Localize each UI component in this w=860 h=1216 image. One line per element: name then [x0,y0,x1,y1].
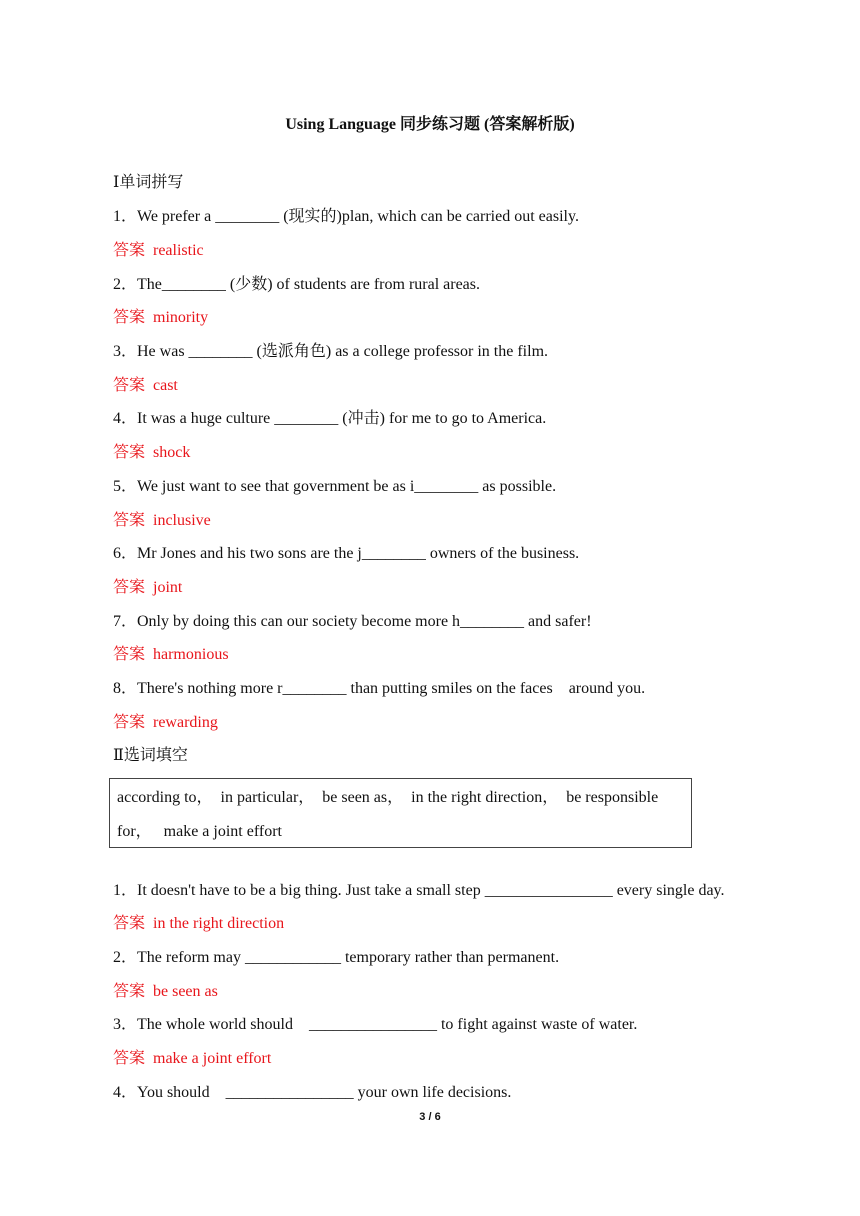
answer-6: 答案 joint [113,579,183,596]
answer-7: 答案 harmonious [113,646,229,663]
question-8: 8．There's nothing more r________ than putting smiles on the faces around you. [113,680,646,697]
fill-question-4: 4．You should ________________ your own life decisions. [113,1084,512,1101]
fill-question-1: 1．It doesn't have to be a big thing. Just take a small step ________________ every single day. [113,882,725,899]
answer-1: 答案 realistic [113,242,204,259]
question-6: 6．Mr Jones and his two sons are the j________ owners of the business. [113,545,580,562]
question-2: 2．The________ (少数) of students are from rural areas. [113,276,481,293]
answer-2: 答案 minority [113,309,209,326]
question-5: 5．We just want to see that government be as i________ as possible. [113,478,557,495]
answer-3: 答案 cast [113,377,178,394]
section-heading-spelling: Ⅰ单词拼写 [113,174,184,191]
fill-question-2: 2．The reform may ____________ temporary rather than permanent. [113,949,560,966]
answer-8: 答案 rewarding [113,714,218,731]
question-4: 4．It was a huge culture ________ (冲击) for me to go to America. [113,410,547,427]
fill-answer-1: 答案 in the right direction [113,915,285,932]
fill-answer-3: 答案 make a joint effort [113,1050,272,1067]
page-number: 3 / 6 [419,1111,441,1123]
question-1: 1．We prefer a ________ (现实的)plan, which can be carried out easily. [113,208,579,225]
answer-4: 答案 shock [113,444,191,461]
answer-5: 答案 inclusive [113,512,211,529]
word-bank-box [109,778,692,848]
fill-answer-2: 答案 be seen as [113,983,218,1000]
question-7: 7．Only by doing this can our society become more h________ and safer! [113,613,592,630]
fill-question-3: 3．The whole world should ________________ to fight against waste of water. [113,1016,638,1033]
word-bank-line-2: for， make a joint effort [117,823,282,840]
word-bank-line-1: according to， in particular， be seen as， in the right direction， be responsible [117,789,659,806]
page-title: Using Language 同步练习题 (答案解析版) [285,116,575,133]
section-heading-fill-in: Ⅱ选词填空 [113,747,188,764]
question-3: 3．He was ________ (选派角色) as a college professor in the film. [113,343,549,360]
